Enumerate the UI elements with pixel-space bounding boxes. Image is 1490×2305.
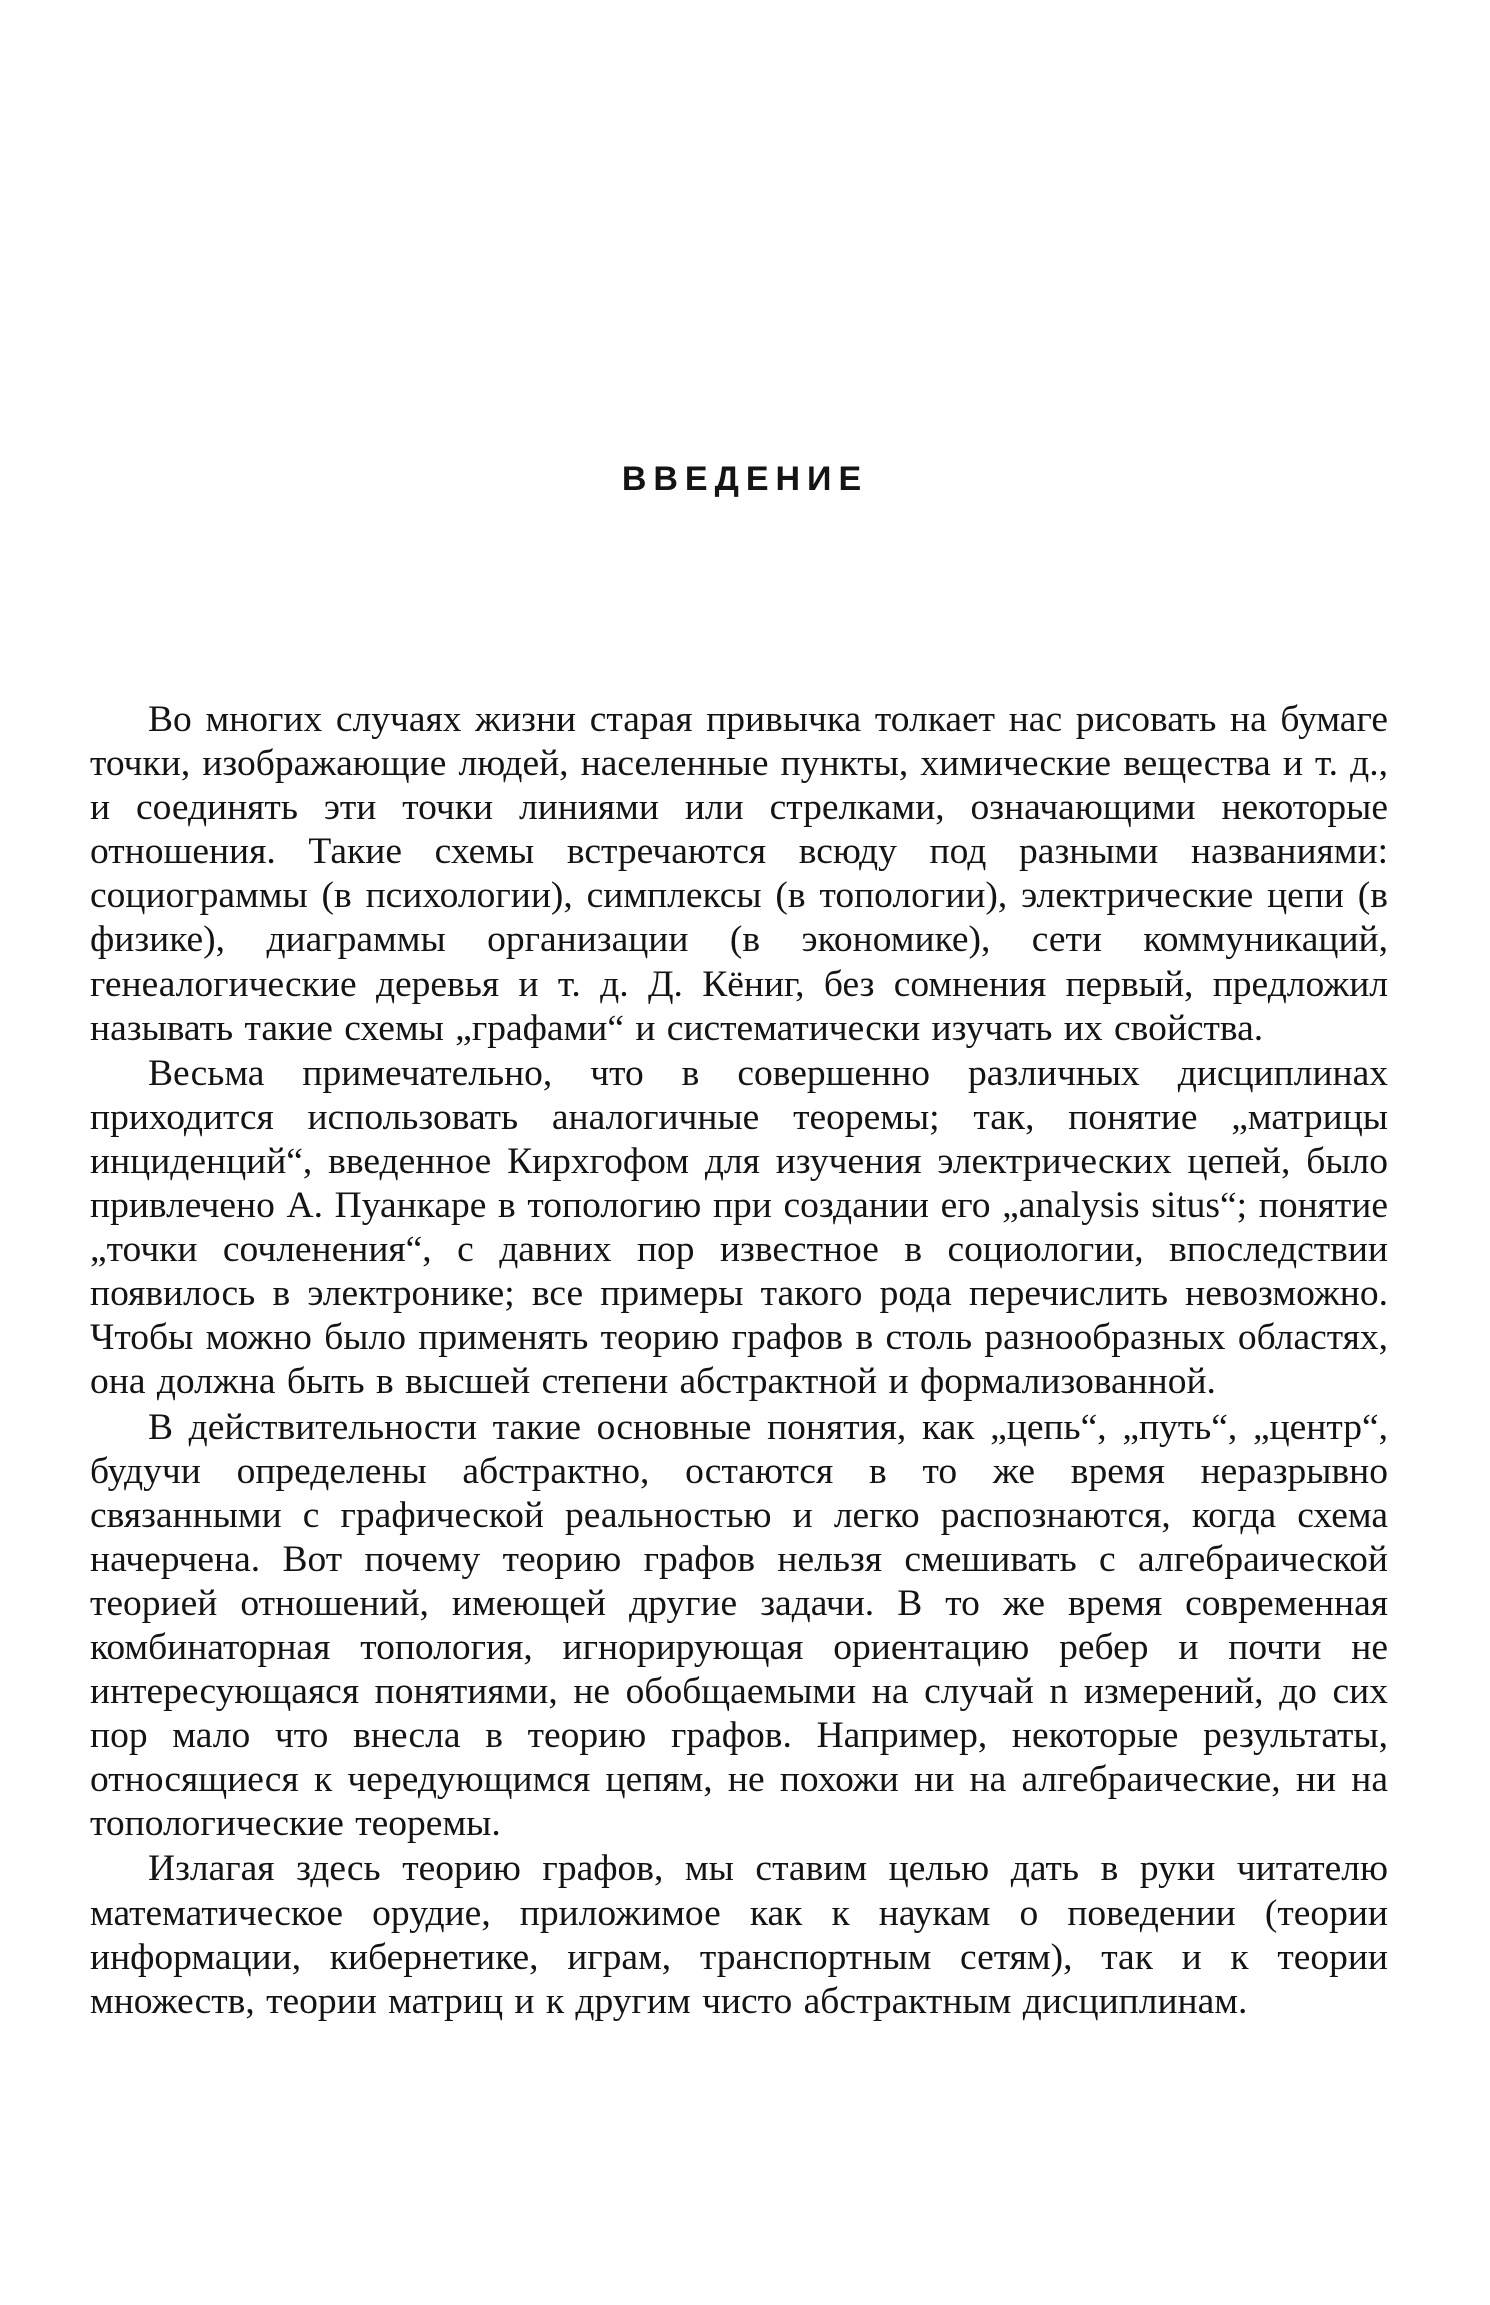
- page-title: ВВЕДЕНИЕ: [621, 460, 869, 498]
- paragraph-1: Во многих случаях жизни старая привычка толкает нас рисовать на бумаге точки, изображающие людей, населенные пункты, химические вещества и т. д., и соединять эти точки линиями или стрелками, означающими некоторые отношения. Такие схемы встречаются всюду под разными названиями: социограммы (в психологии), симплексы (в топологии), электрические цепи (в физике), диаграммы организации (в экономике), сети коммуникаций, генеалогические деревья и т. д. Д. Кёниг, без сомнения первый, предложил называть такие схемы „графами“ и систематически изучать их свойства.: [90, 699, 1388, 1049]
- paragraph-3: В действительности такие основные понятия, как „цепь“, „путь“, „центр“, будучи определены абстрактно, остаются в то же время неразрывно связанными с графической реальностью и легко распознаются, когда схема начерчена. Вот почему теорию графов нельзя смешивать с алгебраической теорией отношений, имеющей другие задачи. В то же время современная комбинаторная топология, игнорирующая ориентацию ребер и почти не интересующаяся понятиями, не обобщаемыми на случай n измерений, до сих пор мало что внесла в теорию графов. Например, некоторые результаты, относящиеся к чередующимся цепям, не похожи ни на алгебраические, ни на топологические теоремы.: [90, 1406, 1388, 1845]
- paragraph-2: Весьма примечательно, что в совершенно различных дисциплинах приходится использовать аналогичные теоремы; так, понятие „матрицы инциденций“, введенное Кирхгофом для изучения электрических цепей, было привлечено А. Пуанкаре в топологию при создании его „analysis situs“; понятие „точки сочленения“, с давних пор известное в социологии, впоследствии появилось в электронике; все примеры такого рода перечислить невозможно. Чтобы можно было применять теорию графов в столь разнообразных областях, она должна быть в высшей степени абстрактной и формализованной.: [90, 1052, 1388, 1403]
- body-text: [90, 698, 1388, 2024]
- paragraph-4: Излагая здесь теорию графов, мы ставим целью дать в руки читателю математическое орудие, приложимое как к наукам о поведении (теории информации, кибернетике, играм, транспортным сетям), так и к теории множеств, теории матриц и к другим чисто абстрактным дисциплинам.: [90, 1848, 1388, 2022]
